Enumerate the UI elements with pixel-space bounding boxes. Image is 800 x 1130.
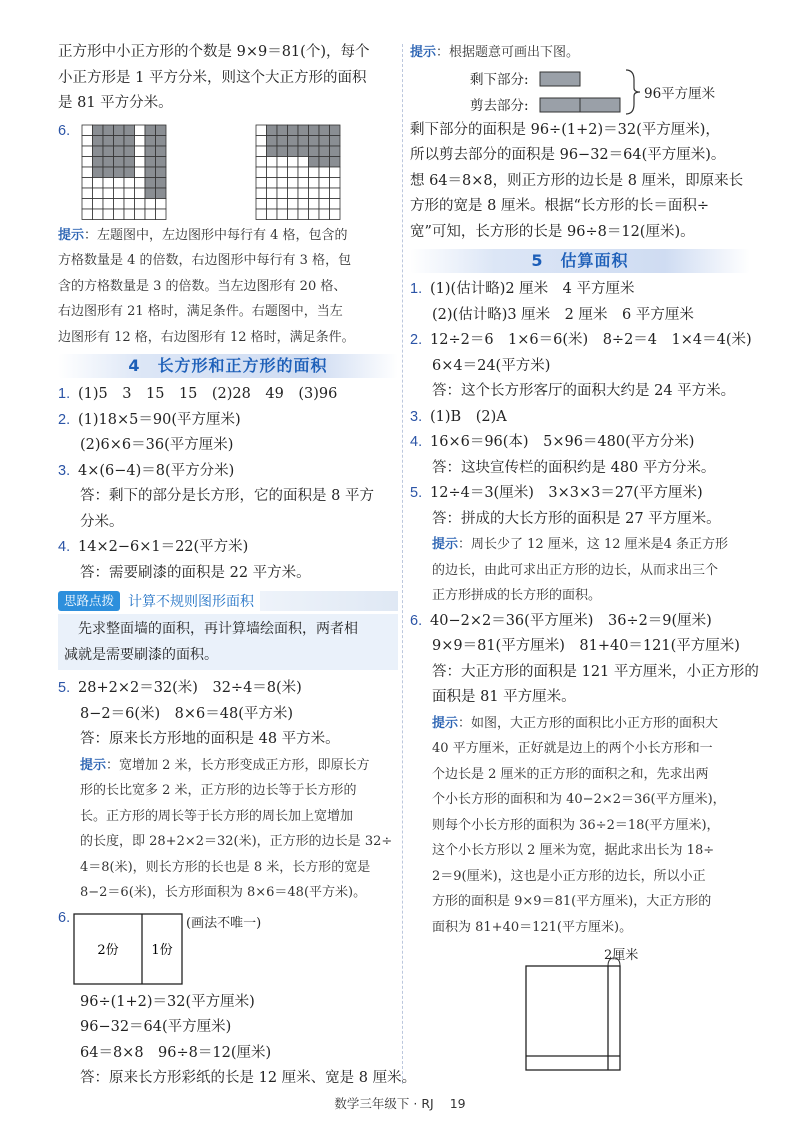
grid-cell: [124, 177, 135, 188]
grid-cell: [288, 135, 299, 146]
answer-6-line: 64＝8×8 96÷8＝12(厘米): [80, 1044, 272, 1061]
grid-cell: [114, 188, 125, 199]
grid-cell: [82, 209, 93, 220]
grid-cell: [256, 125, 267, 136]
grid-cell: [277, 146, 288, 157]
grid-cell: [309, 146, 320, 157]
grid-cell: [156, 135, 167, 146]
grid-cell: [135, 146, 146, 157]
answer-1: 1. (1)(估计略)2 厘米 4 平方厘米: [410, 281, 635, 297]
grid-cell: [319, 198, 330, 209]
grid-cell: [156, 188, 167, 199]
answer-1-line: (2)(估计略)3 厘米 2 厘米 6 平方厘米: [432, 306, 694, 323]
grid-cell: [135, 167, 146, 178]
grid-cell: [298, 146, 309, 157]
fig-label-2: 2份: [97, 942, 119, 958]
grid-cell: [288, 125, 299, 136]
bar-total-label: 96平方厘米: [644, 85, 716, 102]
explanation-line: 所以剪去部分的面积是 96−32＝64(平方厘米)。: [410, 147, 726, 163]
grid-cell: [145, 198, 156, 209]
grid-cell: [298, 135, 309, 146]
grid-cell: [124, 209, 135, 220]
hint-label: 提示: [410, 45, 437, 60]
answer-6-line: 答：大正方形的面积是 121 平方厘米，小正方形的: [432, 663, 759, 680]
figure-note: (画法不唯一): [186, 915, 262, 931]
answer-6-line: 答：原来长方形彩纸的长是 12 厘米、宽是 8 厘米。: [80, 1070, 417, 1086]
grid-cell: [93, 125, 104, 136]
grid-cell: [135, 188, 146, 199]
page-footer: [0, 1094, 800, 1112]
grid-cell: [267, 125, 278, 136]
grid-cell: [82, 188, 93, 199]
grid-cell: [145, 167, 156, 178]
grid-cell: [82, 198, 93, 209]
grid-cell: [309, 167, 320, 178]
grid-cell: [309, 125, 320, 136]
grid-cell: [277, 209, 288, 220]
grid-cell: [288, 209, 299, 220]
grid-cell: [267, 188, 278, 199]
bar-label-remaining: 剩下部分:: [470, 71, 529, 88]
tip-badge: 思路点拨: [58, 591, 120, 611]
grid-cell: [135, 135, 146, 146]
grid-cell: [135, 209, 146, 220]
grid-cell: [319, 156, 330, 167]
answer-4: 4. 14×2−6×1＝22(平方米): [58, 539, 249, 555]
answer-6-line: 面积是 81 平方厘米。: [432, 689, 576, 705]
grid-cell: [124, 167, 135, 178]
grid-cell: [319, 146, 330, 157]
grid-cell: [330, 209, 341, 220]
tip-decoration: [260, 591, 398, 611]
square-figure-svg: [522, 956, 662, 1076]
grid-cell: [114, 209, 125, 220]
grid-cell: [93, 167, 104, 178]
intro-line: 小正方形是 1 平方分米，则这个大正方形的面积: [58, 69, 367, 86]
footer-subject: 数学三年级下 · RJ: [334, 1096, 434, 1111]
bar-label-cut: 剪去部分:: [470, 97, 529, 114]
grid-cell: [330, 188, 341, 199]
answer-2: 2. 12÷2＝6 1×6＝6(米) 8÷2＝4 1×4＝4(米): [410, 332, 752, 348]
grid-cell: [267, 135, 278, 146]
answer-2-line: 6×4＝24(平方米): [432, 357, 551, 374]
grid-cell: [277, 198, 288, 209]
grid-cell: [124, 146, 135, 157]
grid-cell: [267, 198, 278, 209]
explanation-line: 想 64＝8×8，则正方形的边长是 8 厘米，即原来长: [410, 172, 744, 189]
page-number: 19: [449, 1096, 466, 1111]
grid-cell: [93, 156, 104, 167]
hint-label: 提示: [432, 715, 459, 731]
grid-cell: [145, 146, 156, 157]
grid-cell: [298, 156, 309, 167]
grid-cell: [288, 188, 299, 199]
grid-cell: [93, 188, 104, 199]
answer-4-line: 答：这块宣传栏的面积约是 480 平方分米。: [432, 459, 716, 476]
grid-cell: [288, 177, 299, 188]
fig-label-1: 1份: [151, 942, 173, 958]
grid-cell: [114, 198, 125, 209]
grid-cell: [103, 135, 114, 146]
grid-cell: [135, 156, 146, 167]
grid-cell: [114, 125, 125, 136]
intro-line: 正方形中小正方形的个数是 9×9＝81(个)，每个: [58, 44, 370, 60]
grid-cell: [298, 188, 309, 199]
grid-cell: [256, 188, 267, 199]
grid-cell: [256, 198, 267, 209]
grid-cell: [93, 177, 104, 188]
grid-cell: [330, 135, 341, 146]
answer-6-line: 96÷(1+2)＝32(平方厘米): [80, 993, 255, 1010]
left-grid: [82, 125, 166, 220]
grid-cell: [156, 209, 167, 220]
left-column: [58, 40, 417, 1092]
hint-paragraph: 提示：宽增加 2 米，长方形变成正方形，即原长方 形的长比宽多 2 米，正方形的边长等于长方形的 长。正方形的周长等于长方形的周长加上宽增加 的长度，即 28+2×2＝32(米)，正方形的边长是 32÷ 4＝8(米)，则长方形的长也是 8 米，长方形的宽是 8−2＝6(米)，长方形面积为 8×6＝48(平方米)。: [80, 757, 393, 900]
fig-label-2cm: 2厘米: [604, 948, 639, 963]
grid-cell: [93, 146, 104, 157]
grid-cell: [298, 177, 309, 188]
answer-4: 4. 16×6＝96(本) 5×96＝480(平方分米): [410, 434, 695, 450]
grid-cell: [124, 198, 135, 209]
question-number: 6.: [58, 122, 71, 139]
grid-cell: [330, 156, 341, 167]
hint-label: 提示: [80, 757, 107, 773]
grid-cell: [267, 177, 278, 188]
grid-cell: [277, 135, 288, 146]
intro-line: 是 81 平方分米。: [58, 95, 173, 111]
grid-cell: [319, 209, 330, 220]
grid-cell: [298, 167, 309, 178]
grid-cell: [288, 146, 299, 157]
grid-cell: [309, 198, 320, 209]
grid-cell: [124, 135, 135, 146]
grid-cell: [309, 209, 320, 220]
grid-cell: [298, 125, 309, 136]
grid-cell: [114, 167, 125, 178]
grid-cell: [82, 177, 93, 188]
right-column: [410, 40, 759, 1074]
grid-cell: [277, 167, 288, 178]
hint-label: 提示: [58, 227, 85, 243]
grid-cell: [114, 156, 125, 167]
grid-cell: [319, 167, 330, 178]
answer-5-line: 答：拼成的大长方形的面积是 27 平方厘米。: [432, 510, 721, 527]
grid-cell: [319, 188, 330, 199]
answer-1: 1. (1)5 3 15 15 (2)28 49 (3)96: [58, 386, 338, 402]
grid-cell: [330, 125, 341, 136]
grid-cell: [256, 135, 267, 146]
grid-cell: [309, 156, 320, 167]
grid-cell: [145, 177, 156, 188]
right-grid: [256, 125, 340, 220]
grid-cell: [256, 209, 267, 220]
grid-cell: [277, 156, 288, 167]
grid-cell: [145, 125, 156, 136]
grid-cell: [267, 167, 278, 178]
grid-cell: [319, 125, 330, 136]
grid-cell: [124, 125, 135, 136]
answer-6-line: 96−32＝64(平方厘米): [80, 1019, 232, 1035]
hint-paragraph: 提示：根据题意可画出下图。: [410, 45, 580, 60]
grid-cell: [135, 125, 146, 136]
answer-3-line: 分米。: [80, 513, 124, 530]
grid-cell: [93, 198, 104, 209]
grid-cell: [82, 135, 93, 146]
tip-header: [58, 590, 398, 612]
grid-cell: [82, 146, 93, 157]
answer-2-line: 答：这个长方形客厅的面积大约是 24 平方米。: [432, 383, 736, 399]
grid-cell: [256, 156, 267, 167]
answer-2: 2. (1)18×5＝90(平方厘米): [58, 411, 241, 428]
answer-2-line: (2)6×6＝36(平方厘米): [80, 437, 234, 453]
grid-cell: [103, 188, 114, 199]
grid-cell: [145, 188, 156, 199]
grid-cell: [124, 188, 135, 199]
grid-cell: [145, 209, 156, 220]
bar-diagram: [410, 66, 750, 118]
grid-cell: [309, 135, 320, 146]
grid-cell: [298, 198, 309, 209]
grid-cell: [256, 177, 267, 188]
grid-cell: [103, 198, 114, 209]
grid-cell: [277, 125, 288, 136]
grid-cell: [114, 146, 125, 157]
grid-cell: [114, 135, 125, 146]
grid-cell: [82, 156, 93, 167]
hint-paragraph: 提示：如图，大正方形的面积比小正方形的面积大 40 平方厘米，正好就是边上的两个小长方形和一 个边长是 2 厘米的正方形的面积之和，先求出两 个小长方形的面积和为 40−2×2＝36(平方厘米)， 则每个小长方形的面积为 36÷2＝18(平方厘米)， 这个小长方形以 2 厘米为宽，据此求出长为 18÷ 2＝9(厘米)，这也是小正方形的边长，所以小正 方形的面积是 9×9＝81(平方厘米)，大正方形的 面积为 81+40＝121(平方厘米)。: [432, 715, 726, 935]
grid-cell: [267, 156, 278, 167]
grid-cell: [309, 188, 320, 199]
explanation-line: 剩下部分的面积是 96÷(1+2)＝32(平方厘米)，: [410, 121, 720, 138]
grid-cell: [277, 177, 288, 188]
grid-cell: [145, 135, 156, 146]
grid-cell: [82, 167, 93, 178]
grid-cell: [156, 146, 167, 157]
grid-cell: [330, 146, 341, 157]
grid-cell: [124, 156, 135, 167]
q6-grid-figures: [58, 123, 398, 223]
grid-cell: [103, 167, 114, 178]
grid-cell: [145, 156, 156, 167]
answer-6: 6. 40−2×2＝36(平方厘米) 36÷2＝9(厘米): [410, 612, 712, 629]
grid-cell: [267, 146, 278, 157]
q6b-figure: [58, 910, 398, 990]
grid-cell: [82, 125, 93, 136]
hint-paragraph: 提示：周长少了 12 厘米，这 12 厘米是4 条正方形 的边长，由此可求出正方形的边长，从而求出三个 正方形拼成的长方形的面积。: [432, 537, 729, 603]
tip-body: 先求整面墙的面积，再计算墙绘面积，两者相 减就是需要刷漆的面积。: [58, 614, 398, 670]
answer-5-line: 8−2＝6(米) 8×6＝48(平方米): [80, 705, 294, 722]
question-number: 6.: [58, 909, 71, 926]
hint-label: 提示: [432, 537, 459, 552]
answer-5: 5. 28+2×2＝32(米) 32÷4＝8(米): [58, 680, 302, 696]
answer-3: 3. (1)B (2)A: [410, 408, 507, 425]
answer-4-line: 答：需要刷漆的面积是 22 平方米。: [80, 564, 311, 581]
grid-cell: [156, 167, 167, 178]
grid-cell: [135, 177, 146, 188]
square-figure: [410, 944, 750, 1074]
section-heading-5: 5 估算面积: [410, 249, 750, 273]
grid-cell: [93, 209, 104, 220]
grid-cell: [103, 146, 114, 157]
grid-cell: [103, 209, 114, 220]
grid-cell: [330, 198, 341, 209]
grid-cell: [319, 135, 330, 146]
grid-figure-svg: [80, 123, 420, 223]
grid-cell: [330, 177, 341, 188]
explanation-line: 方形的宽是 8 厘米。根据“长方形的长＝面积÷: [410, 198, 710, 214]
grid-cell: [298, 209, 309, 220]
explanation-line: 宽”可知，长方形的长是 96÷8＝12(厘米)。: [410, 223, 695, 240]
answer-5-line: 答：原来长方形地的面积是 48 平方米。: [80, 731, 340, 747]
grid-cell: [103, 177, 114, 188]
grid-cell: [103, 156, 114, 167]
grid-cell: [319, 177, 330, 188]
hint-paragraph: 提示：左题图中，左边图形中每行有 4 格，包含的 方格数量是 4 的倍数，右边图形中每行有 3 格，包 含的方格数量是 3 的倍数。当左边图形有 20 格、 右边图形有 21 格时，满足条件。右题图中，当左 边图形有 12 格，右边图形有 12 格时，满足条件。: [58, 227, 355, 345]
grid-cell: [288, 167, 299, 178]
grid-cell: [114, 177, 125, 188]
answer-3: 3. 4×(6−4)＝8(平方分米): [58, 462, 235, 479]
answer-6-line: 9×9＝81(平方厘米) 81+40＝121(平方厘米): [432, 638, 740, 654]
grid-cell: [256, 146, 267, 157]
answer-3-line: 答：剩下的部分是长方形，它的面积是 8 平方: [80, 488, 374, 504]
tip-title: 计算不规则图形面积: [128, 594, 255, 610]
grid-cell: [256, 167, 267, 178]
grid-cell: [288, 156, 299, 167]
section-heading-4: 4 长方形和正方形的面积: [58, 354, 398, 378]
grid-cell: [156, 125, 167, 136]
grid-cell: [93, 135, 104, 146]
grid-cell: [277, 188, 288, 199]
grid-cell: [156, 198, 167, 209]
answer-5: 5. 12÷4＝3(厘米) 3×3×3＝27(平方厘米): [410, 485, 703, 501]
grid-cell: [135, 198, 146, 209]
grid-cell: [267, 209, 278, 220]
grid-cell: [156, 177, 167, 188]
grid-cell: [156, 156, 167, 167]
grid-cell: [103, 125, 114, 136]
grid-cell: [309, 177, 320, 188]
grid-cell: [330, 167, 341, 178]
grid-cell: [288, 198, 299, 209]
